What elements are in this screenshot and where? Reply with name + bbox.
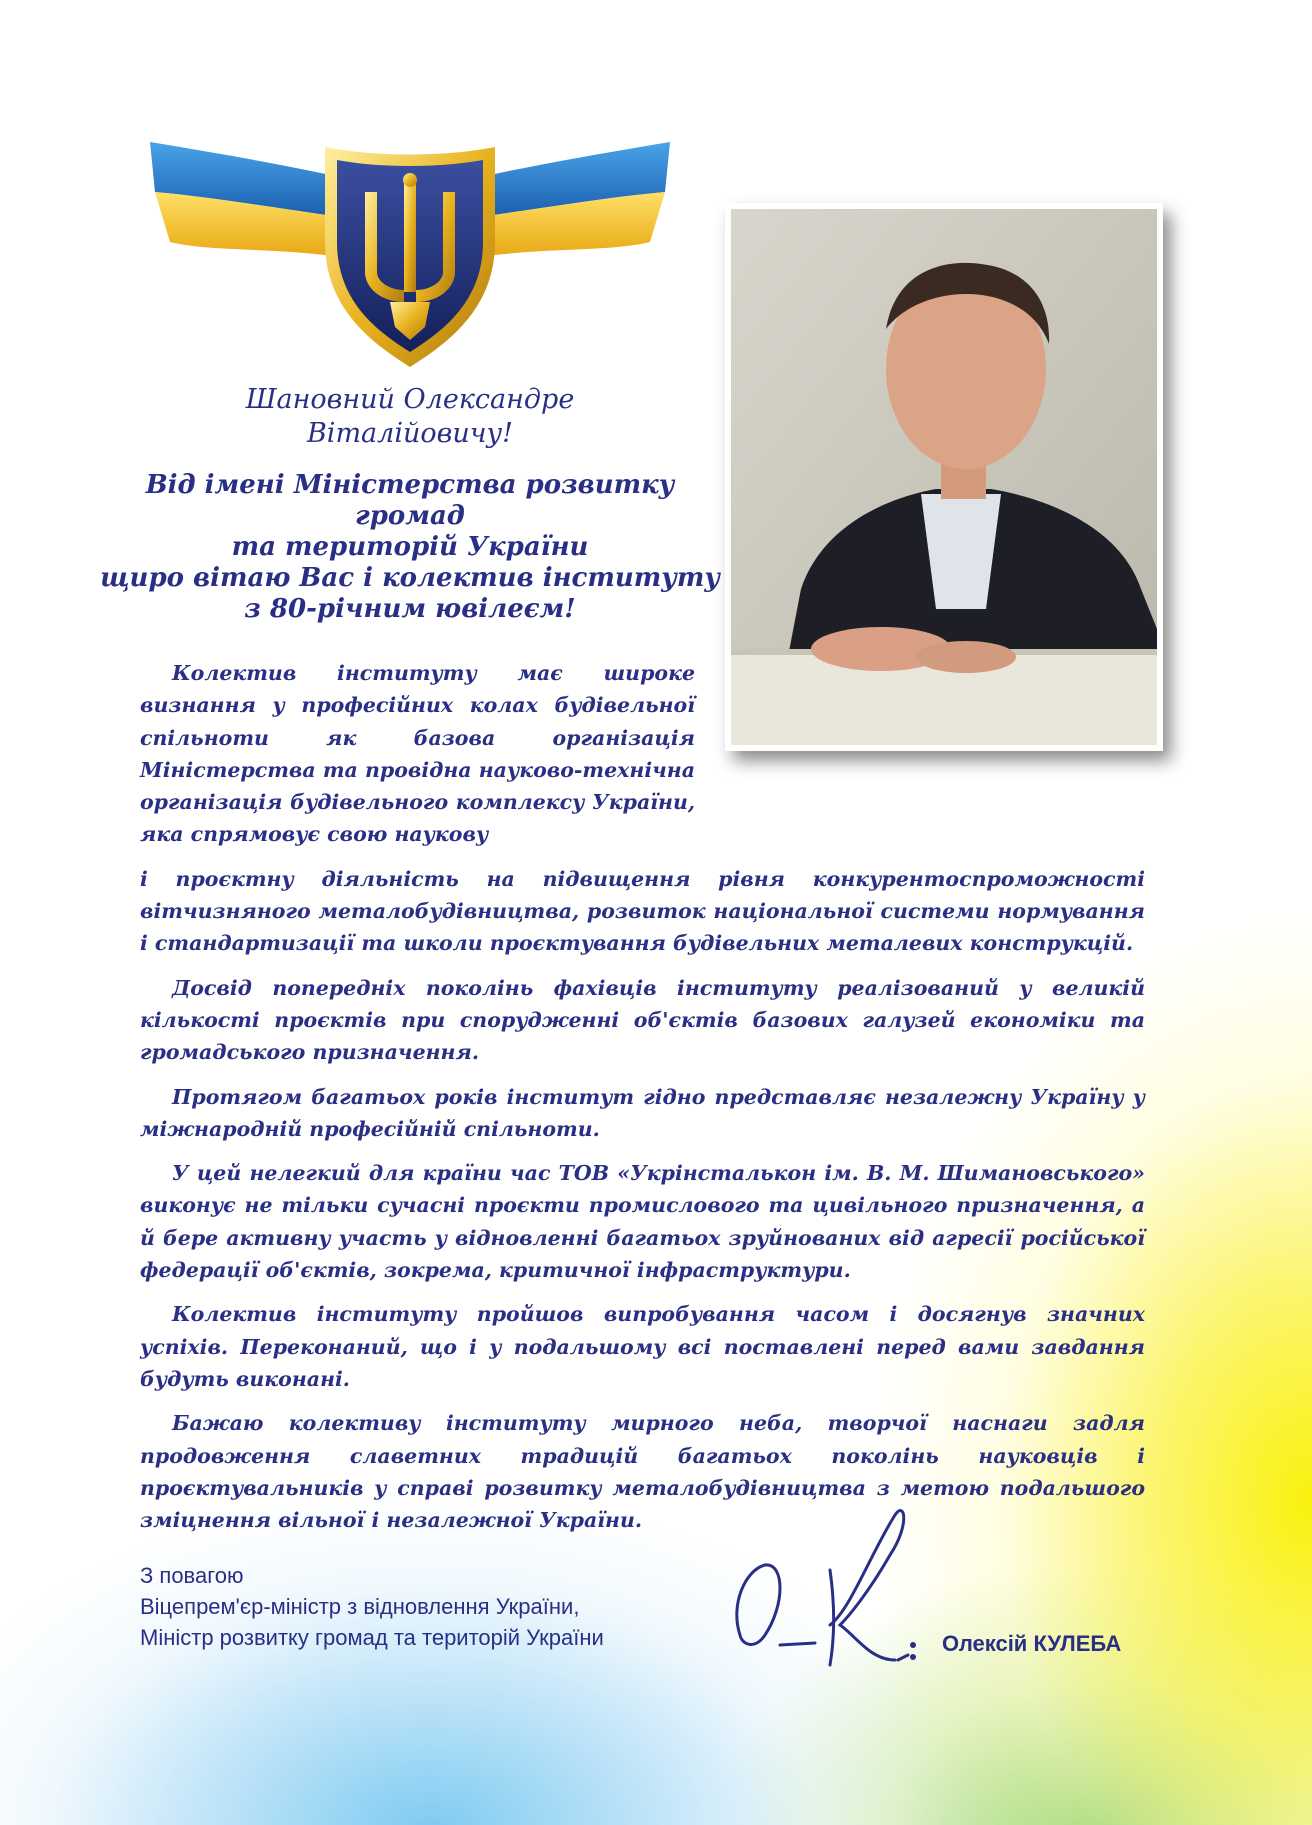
paragraph: Колектив інституту пройшов випробування часом і досягнув значних успіхів. Переконаний, що і у подальшому всі поставлені перед вами завдання будуть виконані. bbox=[140, 1302, 1145, 1391]
paragraph: Бажаю колективу інституту мирного неба, творчої наснаги задля продовження славетних традицій багатьох поколінь науковців і проєктувальників у справі розвитку металобудівництва з метою подальшого зміцнення вільної і незалежної України. bbox=[140, 1411, 1145, 1533]
intro-heading bbox=[100, 470, 720, 625]
intro-line: щиро вітаю Вас і колектив інституту bbox=[100, 563, 720, 593]
paragraph: У цей нелегкий для країни час ТОВ «Укрінсталькон ім. В. М. Шимановського» виконує не тільки сучасні проєкти промислового та цивільного призначення, а й бере активну участь у відновленні багатьох зруйнованих від агресії російської федерації об'єктів, зокрема, критичної інфраструктури. bbox=[140, 1161, 1145, 1283]
intro-line: та територій України bbox=[231, 532, 589, 562]
closing-line: Віцепрем'єр-міністр з відновлення України, bbox=[140, 1594, 580, 1619]
salutation-line: Шановний Олександре bbox=[245, 384, 575, 415]
closing-line: Міністр розвитку громад та територій України bbox=[140, 1625, 604, 1650]
paragraph: Досвід попередніх поколінь фахівців інституту реалізований у великій кількості проєктів при спорудженні об'єктів базових галузей економіки та громадського призначення. bbox=[140, 975, 1145, 1065]
letter-body bbox=[140, 657, 1145, 1548]
salutation-line: Віталійовичу! bbox=[306, 418, 514, 449]
signer-name: Олексій КУЛЕБА bbox=[942, 1631, 1122, 1656]
paragraph: Колектив інституту має широке визнання у професійних колах будівельної спільноти як базова організація Міністерства та провідна науково-технічна організація будівельного комплексу України, яка спрямовує свою наукову bbox=[140, 661, 695, 847]
closing-line: З повагою bbox=[140, 1563, 244, 1588]
handwritten-signature bbox=[720, 1495, 940, 1685]
closing-block bbox=[140, 1560, 604, 1653]
paragraph: і проєктну діяльність на підвищення рівня конкурентоспроможності вітчизняного металобудівництва, розвиток національної системи нормування і стандартизації та школи проєктування будівельних металевих конструкцій. bbox=[140, 866, 1145, 956]
intro-line: з 80-річним ювілеєм! bbox=[244, 594, 576, 624]
paragraph: Протягом багатьох років інститут гідно представляє незалежну Україну у міжнародній професійній спільноти. bbox=[140, 1084, 1145, 1141]
intro-line: Від імені Міністерства розвитку громад bbox=[145, 470, 675, 531]
salutation bbox=[100, 383, 720, 451]
trident-emblem bbox=[150, 122, 670, 372]
